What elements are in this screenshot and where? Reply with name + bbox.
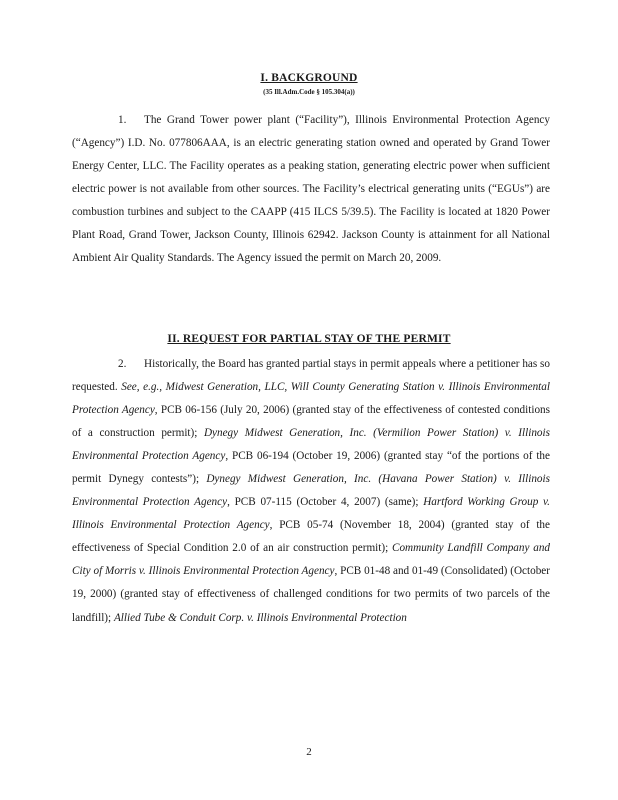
case-citation: Allied Tube & Conduit Corp. v. Illinois Environmental Protection [113,611,407,624]
section-citation: (35 Ill.Adm.Code § 105.304(a)) [263,88,355,96]
paragraph-text: , PCB 06-194 (October 19, 2006) (granted stay “of the portions of the permit Dynegy contests”); [72,450,550,486]
paragraph-text: Historically, the Board has granted partial stays in permit appeals where a petitioner has so requested. [72,358,550,394]
page-number: 2 [306,746,312,758]
paragraph-2 [72,353,550,630]
paragraph-number: 1. [118,114,127,126]
case-citation: Dynegy Midwest Generation, Inc. (Vermilion Power Station) v. Illinois Environmental Protection Agency [72,427,550,463]
section-heading-background: I. BACKGROUND [260,72,358,84]
case-citation: Hartford Working Group v. Illinois Environmental Protection Agency [72,496,550,532]
case-citation: See, e.g., Midwest Generation, LLC, Will County Generating Station v. Illinois Environmental Protection Agency [72,381,550,417]
paragraph-text: , PCB 07-115 (October 4, 2007) (same); [227,496,424,509]
section-heading-request: II. REQUEST FOR PARTIAL STAY OF THE PERMIT [167,333,451,345]
paragraph-text: , PCB 05-74 (November 18, 2004) (granted stay of the effectiveness of Special Condition 2.0 of an air construction permit); [72,519,550,555]
paragraph-text: , PCB 01-48 and 01-49 (Consolidated) (October 19, 2000) (granted stay of effectiveness of challenged conditions for two permits of two parcels of the landfill); [72,565,550,624]
case-citation: Dynegy Midwest Generation, Inc. (Havana Power Station) v. Illinois Environmental Protection Agency [72,473,550,509]
paragraph-number: 2. [118,358,127,370]
paragraph-1 [72,109,550,270]
paragraph-text: The Grand Tower power plant (“Facility”), Illinois Environmental Protection Agency (“Agency”) I.D. No. 077806AAA, is an electric generating station owned and operated by Grand Tower Energy Center, LLC. The Facility operates as a peaking station, generating electric power when sufficient electric power is not available from other sources. The Facility’s electrical generating units (“EGUs”) are combustion turbines and subject to the CAAPP (415 ILCS 5/39.5). The Facility is located at 1820 Power Plant Road, Grand Tower, Jackson County, Illinois 62942. Jackson County is attainment for all National Ambient Air Quality Standards. The Agency issued the permit on March 20, 2009. [72,114,550,265]
case-citation: Community Landfill Company and City of Morris v. Illinois Environmental Protection Agency [72,542,551,578]
paragraph-text: , PCB 06-156 (July 20, 2006) (granted stay of the effectiveness of contested conditions of a construction permit); [72,404,550,440]
